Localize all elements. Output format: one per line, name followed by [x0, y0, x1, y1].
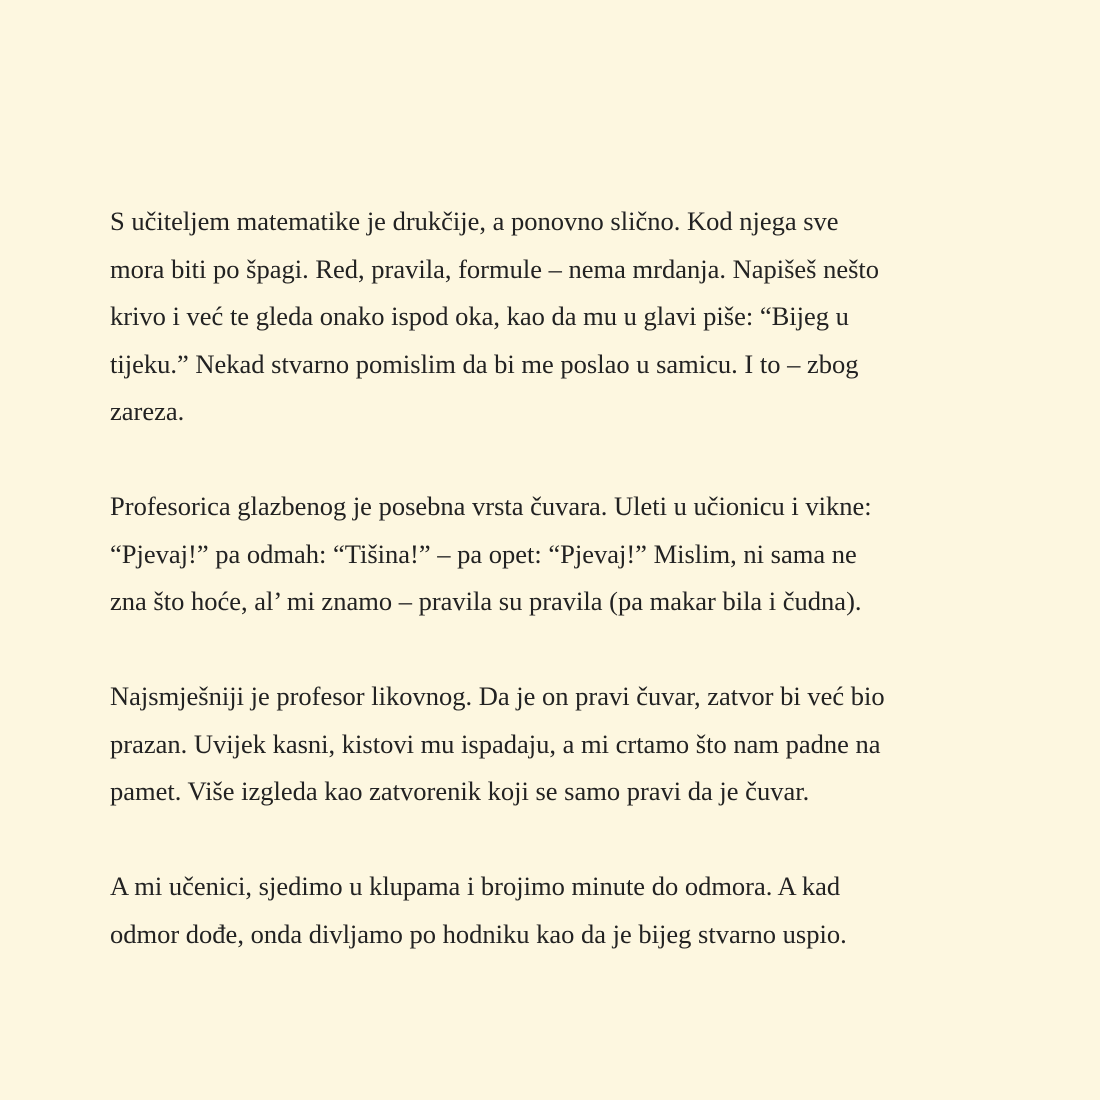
text-line: zareza.: [110, 396, 185, 426]
text-line: prazan. Uvijek kasni, kistovi mu ispadaju, a mi crtamo što nam padne na: [110, 728, 881, 759]
text-line: Profesorica glazbenog je posebna vrsta čuvara. Uleti u učionicu i vikne:: [110, 491, 872, 521]
paragraph-students: [110, 863, 1000, 958]
text-line: krivo i već te gleda onako ispod oka, kao da mu u glavi piše: “Bijeg u: [110, 301, 849, 331]
text-line: tijeku.” Nekad stvarno pomislim da bi me poslao u samicu. I to – zbog: [110, 348, 859, 379]
paragraph-music-teacher: [110, 483, 1000, 626]
text-line: odmor dođe, onda divljamo po hodniku kao da je bijeg stvarno uspio.: [110, 918, 847, 949]
text-line: A mi učenici, sjedimo u klupama i brojimo minute do odmora. A kad: [110, 871, 841, 901]
text-line: zna što hoće, al’ mi znamo – pravila su pravila (pa makar bila i čudna).: [110, 586, 862, 616]
text-line: Najsmješniji je profesor likovnog. Da je on pravi čuvar, zatvor bi već bio: [110, 681, 885, 711]
document-page: [110, 198, 1000, 1006]
text-line: “Pjevaj!” pa odmah: “Tišina!” – pa opet: “Pjevaj!” Mislim, ni sama ne: [110, 538, 857, 569]
text-line: pamet. Više izgleda kao zatvorenik koji se samo pravi da je čuvar.: [110, 776, 810, 806]
paragraph-art-teacher: [110, 673, 1000, 816]
text-line: mora biti po špagi. Red, pravila, formule – nema mrdanja. Napišeš nešto: [110, 253, 880, 284]
text-line: S učiteljem matematike je drukčije, a ponovno slično. Kod njega sve: [110, 206, 839, 236]
paragraph-math-teacher: [110, 198, 1000, 436]
